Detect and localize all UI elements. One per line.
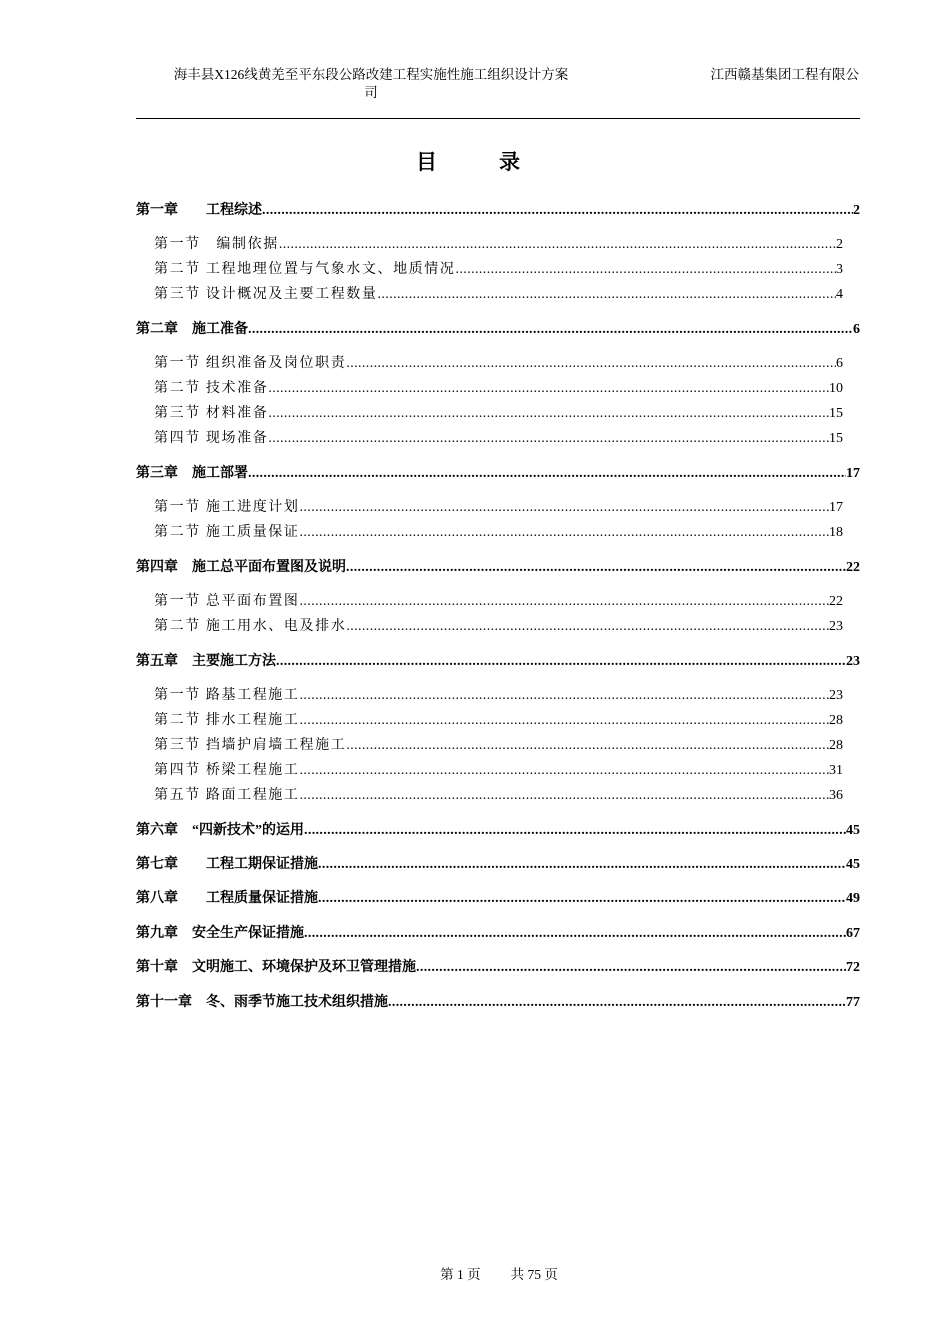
toc-entry-page: 45 bbox=[846, 823, 860, 838]
toc-entry-label: 第三节 材料准备 bbox=[154, 406, 269, 421]
toc-chapter-entry bbox=[136, 887, 860, 907]
toc-dot-leader bbox=[268, 406, 829, 422]
toc-entry-label: 第二节 施工用水、电及排水 bbox=[154, 619, 347, 634]
toc-section-entry bbox=[154, 709, 843, 729]
toc-dot-leader bbox=[300, 788, 830, 804]
toc-entry-label: 第二节 技术准备 bbox=[154, 381, 269, 396]
toc-dot-leader bbox=[300, 525, 830, 541]
toc-section-entry bbox=[154, 759, 843, 779]
toc-entry-label: 第十章 文明施工、环境保护及环卫管理措施 bbox=[136, 960, 416, 975]
toc-dot-leader bbox=[318, 857, 846, 873]
toc-entry-page: 67 bbox=[846, 926, 860, 941]
toc-entry-label: 第七章 工程工期保证措施 bbox=[136, 857, 318, 872]
toc-entry-page: 36 bbox=[829, 788, 843, 803]
toc-dot-leader bbox=[318, 891, 846, 907]
toc-section-entry bbox=[154, 615, 843, 635]
toc-entry-page: 18 bbox=[829, 525, 843, 540]
toc-dot-leader bbox=[304, 823, 846, 839]
toc-entry-label: 第三节 挡墙护肩墙工程施工 bbox=[154, 738, 347, 753]
toc-entry-label: 第一节 路基工程施工 bbox=[154, 688, 300, 703]
toc-dot-leader bbox=[268, 431, 829, 447]
toc-entry-page: 4 bbox=[836, 287, 843, 302]
toc-chapter-entry bbox=[136, 991, 860, 1011]
toc-entry-page: 17 bbox=[846, 466, 860, 481]
toc-entry-label: 第一节 编制依据 bbox=[154, 237, 279, 252]
toc-entry-page: 3 bbox=[836, 262, 843, 277]
toc-entry-label: 第六章 “四新技术”的运用 bbox=[136, 823, 304, 838]
toc-entry-page: 49 bbox=[846, 891, 860, 906]
toc-entry-page: 22 bbox=[846, 560, 860, 575]
toc-section-entry bbox=[154, 377, 843, 397]
toc-entry-label: 第一节 组织准备及岗位职责 bbox=[154, 356, 347, 371]
toc-dot-leader bbox=[268, 381, 829, 397]
toc-dot-leader bbox=[262, 203, 853, 219]
toc-entry-page: 23 bbox=[829, 619, 843, 634]
toc-entry-page: 15 bbox=[829, 406, 843, 421]
toc-entry-label: 第十一章 冬、雨季节施工技术组织措施 bbox=[136, 995, 388, 1010]
toc-dot-leader bbox=[378, 287, 837, 303]
toc-entry-label: 第二节 排水工程施工 bbox=[154, 713, 300, 728]
toc-section-entry bbox=[154, 590, 843, 610]
toc-entry-label: 第二节 工程地理位置与气象水文、地质情况 bbox=[154, 262, 456, 277]
toc-chapter-entry bbox=[136, 819, 860, 839]
document-title-line1: 海丰县X126线黄羌至平东段公路改建工程实施性施工组织设计方案 bbox=[173, 67, 569, 82]
toc-dot-leader bbox=[276, 654, 846, 670]
toc-chapter-entry bbox=[136, 318, 860, 338]
toc-section-entry bbox=[154, 258, 843, 278]
toc-chapter-entry bbox=[136, 199, 860, 219]
toc-dot-leader bbox=[388, 995, 846, 1011]
toc-entry-page: 2 bbox=[836, 237, 843, 252]
toc-dot-leader bbox=[346, 738, 829, 754]
toc-chapter-entry bbox=[136, 556, 860, 576]
toc-dot-leader bbox=[279, 237, 836, 253]
toc-entry-page: 28 bbox=[829, 713, 843, 728]
toc-entry-page: 2 bbox=[853, 203, 860, 218]
toc-entry-label: 第四章 施工总平面布置图及说明 bbox=[136, 560, 346, 575]
document-title bbox=[136, 66, 606, 102]
toc-entry-label: 第四节 桥梁工程施工 bbox=[154, 763, 300, 778]
toc-entry-label: 第一节 总平面布置图 bbox=[154, 594, 300, 609]
toc-dot-leader bbox=[248, 466, 846, 482]
toc-entry-page: 10 bbox=[829, 381, 843, 396]
toc-entry-label: 第二节 施工质量保证 bbox=[154, 525, 300, 540]
toc-dot-leader bbox=[300, 713, 830, 729]
toc-entry-label: 第三章 施工部署 bbox=[136, 466, 248, 481]
toc-section-entry bbox=[154, 352, 843, 372]
toc-section-entry bbox=[154, 684, 843, 704]
toc-entry-page: 15 bbox=[829, 431, 843, 446]
toc-dot-leader bbox=[300, 500, 830, 516]
toc-chapter-entry bbox=[136, 922, 860, 942]
toc-entry-page: 23 bbox=[846, 654, 860, 669]
toc-dot-leader bbox=[248, 322, 853, 338]
toc-entry-label: 第五章 主要施工方法 bbox=[136, 654, 276, 669]
toc-dot-leader bbox=[346, 356, 836, 372]
toc-chapter-entry bbox=[136, 650, 860, 670]
toc-entry-label: 第五节 路面工程施工 bbox=[154, 788, 300, 803]
toc-dot-leader bbox=[300, 688, 830, 704]
toc-section-entry bbox=[154, 427, 843, 447]
toc-section-entry bbox=[154, 784, 843, 804]
toc-entry-page: 6 bbox=[853, 322, 860, 337]
toc-entry-label: 第九章 安全生产保证措施 bbox=[136, 926, 304, 941]
current-page-number: 第 1 页 bbox=[440, 1267, 481, 1282]
toc-dot-leader bbox=[456, 262, 837, 278]
toc-dot-leader bbox=[300, 594, 830, 610]
toc-dot-leader bbox=[346, 560, 846, 576]
toc-entry-label: 第四节 现场准备 bbox=[154, 431, 269, 446]
toc-entry-page: 28 bbox=[829, 738, 843, 753]
toc-entry-page: 72 bbox=[846, 960, 860, 975]
total-pages: 共 75 页 bbox=[510, 1267, 558, 1282]
toc-entry-page: 31 bbox=[829, 763, 843, 778]
company-name: 江西赣基集团工程有限公 bbox=[710, 67, 859, 82]
toc-chapter-entry bbox=[136, 462, 860, 482]
toc-entry-label: 第八章 工程质量保证措施 bbox=[136, 891, 318, 906]
toc-section-entry bbox=[154, 496, 843, 516]
toc-dot-leader bbox=[346, 619, 829, 635]
toc-dot-leader bbox=[416, 960, 846, 976]
toc-entry-page: 45 bbox=[846, 857, 860, 872]
toc-section-entry bbox=[154, 233, 843, 253]
document-title-line2: 司 bbox=[364, 85, 378, 100]
toc-section-entry bbox=[154, 521, 843, 541]
page-footer bbox=[0, 1263, 950, 1283]
toc-entry-page: 22 bbox=[829, 594, 843, 609]
toc-section-entry bbox=[154, 734, 843, 754]
header-divider bbox=[136, 118, 860, 119]
toc-section-entry bbox=[154, 402, 843, 422]
toc-entry-page: 17 bbox=[829, 500, 843, 515]
toc-dot-leader bbox=[300, 763, 830, 779]
toc-entry-page: 6 bbox=[836, 356, 843, 371]
toc-chapter-entry bbox=[136, 853, 860, 873]
toc-entry-label: 第二章 施工准备 bbox=[136, 322, 248, 337]
toc-section-entry bbox=[154, 283, 843, 303]
toc-entry-label: 第三节 设计概况及主要工程数量 bbox=[154, 287, 378, 302]
toc-dot-leader bbox=[304, 926, 846, 942]
toc-entry-label: 第一章 工程综述 bbox=[136, 203, 262, 218]
toc-entry-page: 77 bbox=[846, 995, 860, 1010]
toc-chapter-entry bbox=[136, 956, 860, 976]
toc-entry-label: 第一节 施工进度计划 bbox=[154, 500, 300, 515]
toc-title: 目录 bbox=[416, 150, 582, 174]
toc-entry-page: 23 bbox=[829, 688, 843, 703]
